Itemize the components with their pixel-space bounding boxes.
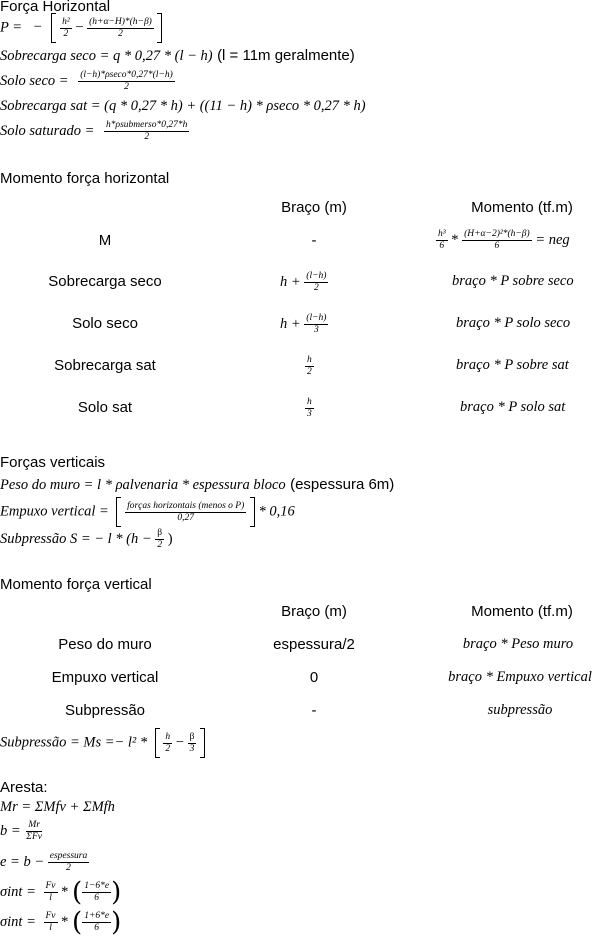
row-arm-subpressao: - [311, 702, 317, 719]
row-label-sobrecarga-sat: Sobrecarga sat [54, 357, 156, 374]
row-moment-sobrecarga-seco: braço * P sobre seco [452, 273, 574, 289]
column-header-arm: Braço (m) [281, 199, 347, 216]
section-title-vertical: Forças verticais [0, 454, 106, 471]
equation-peso-muro: Peso do muro = l * ρalvenaria * espessura bloco (espessura 6m) [0, 476, 395, 493]
row-moment-solo-sat: braço * P solo sat [460, 399, 566, 415]
section-title-horizontal: Força Horizontal [0, 0, 111, 15]
equation-solo-seco: Solo seco = $\frac{(l-h)*\rho\sec o*0,27*(l-h)}{2}$ [0, 70, 173, 92]
equation-p: P = − $\frac{\text{h²}}{2}$ − $\frac{(h+\alpha-H)*(h-\beta)}{2}$ [0, 13, 162, 43]
row-label-sobrecarga-seco: Sobrecarga seco [48, 273, 162, 290]
section-title-moment-horizontal: Momento força horizontal [0, 170, 170, 187]
equation-sigma-int-minus: σint = $\frac{Fv}{l}$ * ( $\frac{1-6*e}{6}$ ) [0, 877, 122, 908]
row-label-subpressao: Subpressão [64, 702, 146, 719]
equation-b: b = $\frac{Mr}{\text{ΣFv}}$ [0, 820, 42, 842]
column-header-moment-vertical: Momento (tf.m) [471, 603, 573, 620]
row-arm-peso-muro: espessura/2 [273, 636, 355, 653]
row-label-solo-seco: Solo seco [72, 315, 138, 332]
column-header-arm-vertical: Braço (m) [281, 603, 347, 620]
equation-sobrecarga-seco: Sobrecarga seco = q * 0,27 * (l − h) (l = 11m geralmente) [0, 47, 355, 64]
row-arm-solo-seco: h + $\frac{(l-h)}{3}$ [280, 313, 327, 335]
row-moment-sobrecarga-sat: braço * P sobre sat [456, 357, 569, 373]
equation-sigma-int-plus: σint = $\frac{Fv}{l}$ * ( $\frac{1+6*e}{6}$ ) [0, 907, 122, 938]
row-label-peso-muro: Peso do muro [58, 636, 152, 653]
equation-empuxo-vertical: Empuxo vertical = $\frac{\text{forças horizontais (menos o P)}}{0,27}$ * 0,16 [0, 497, 295, 527]
row-arm-m: - [311, 232, 317, 249]
column-header-moment: Momento (tf.m) [471, 199, 573, 216]
equation-sobrecarga-sat: Sobrecarga sat = (q * 0,27 * h) + ((11 − h) * ρseco * 0,27 * h) [0, 98, 366, 114]
row-arm-sobrecarga-sat: $\frac{h}{2}$ [307, 355, 312, 377]
row-arm-solo-sat: $\frac{h}{3}$ [307, 397, 312, 419]
row-moment-solo-seco: braço * P solo seco [456, 315, 571, 331]
row-moment-m: $\frac{\text{h³}}{6}$ * $\frac{\text{(H+α−2)²*(h−β)}}{6}$ = neg [438, 229, 570, 251]
row-moment-subpressao: subpressão [487, 702, 553, 718]
section-title-edge: Aresta: [0, 779, 48, 796]
row-arm-sobrecarga-seco: h + $\frac{(l-h)}{2}$ [280, 271, 327, 293]
row-arm-empuxo-vertical: 0 [309, 669, 319, 686]
row-label-solo-sat: Solo sat [77, 399, 133, 416]
equation-mr: Mr = ΣMfv + ΣMfh [0, 799, 115, 815]
row-label-m: M [98, 232, 112, 249]
section-title-moment-vertical: Momento força vertical [0, 576, 152, 593]
equation-solo-saturado: Solo saturado = $\frac{\text{h*ρsubmerso*0,27*h}}{2}$ [0, 120, 188, 142]
row-label-empuxo-vertical: Empuxo vertical [51, 669, 159, 686]
row-moment-peso-muro: braço * Peso muro [462, 636, 574, 652]
equation-subpressao: Subpressão S = − l * (h − $\frac{\beta}{2}$ ) [0, 528, 173, 550]
equation-e: e = b − $\frac{\text{espessura}}{2}$ [0, 851, 88, 873]
equation-subpressao-ms: Subpressão = Ms =− l² * $\frac{h}{2}$ − $\frac{\beta}{3}$ [0, 728, 205, 758]
row-moment-empuxo-vertical: braço * Empuxo vertical [448, 669, 592, 685]
